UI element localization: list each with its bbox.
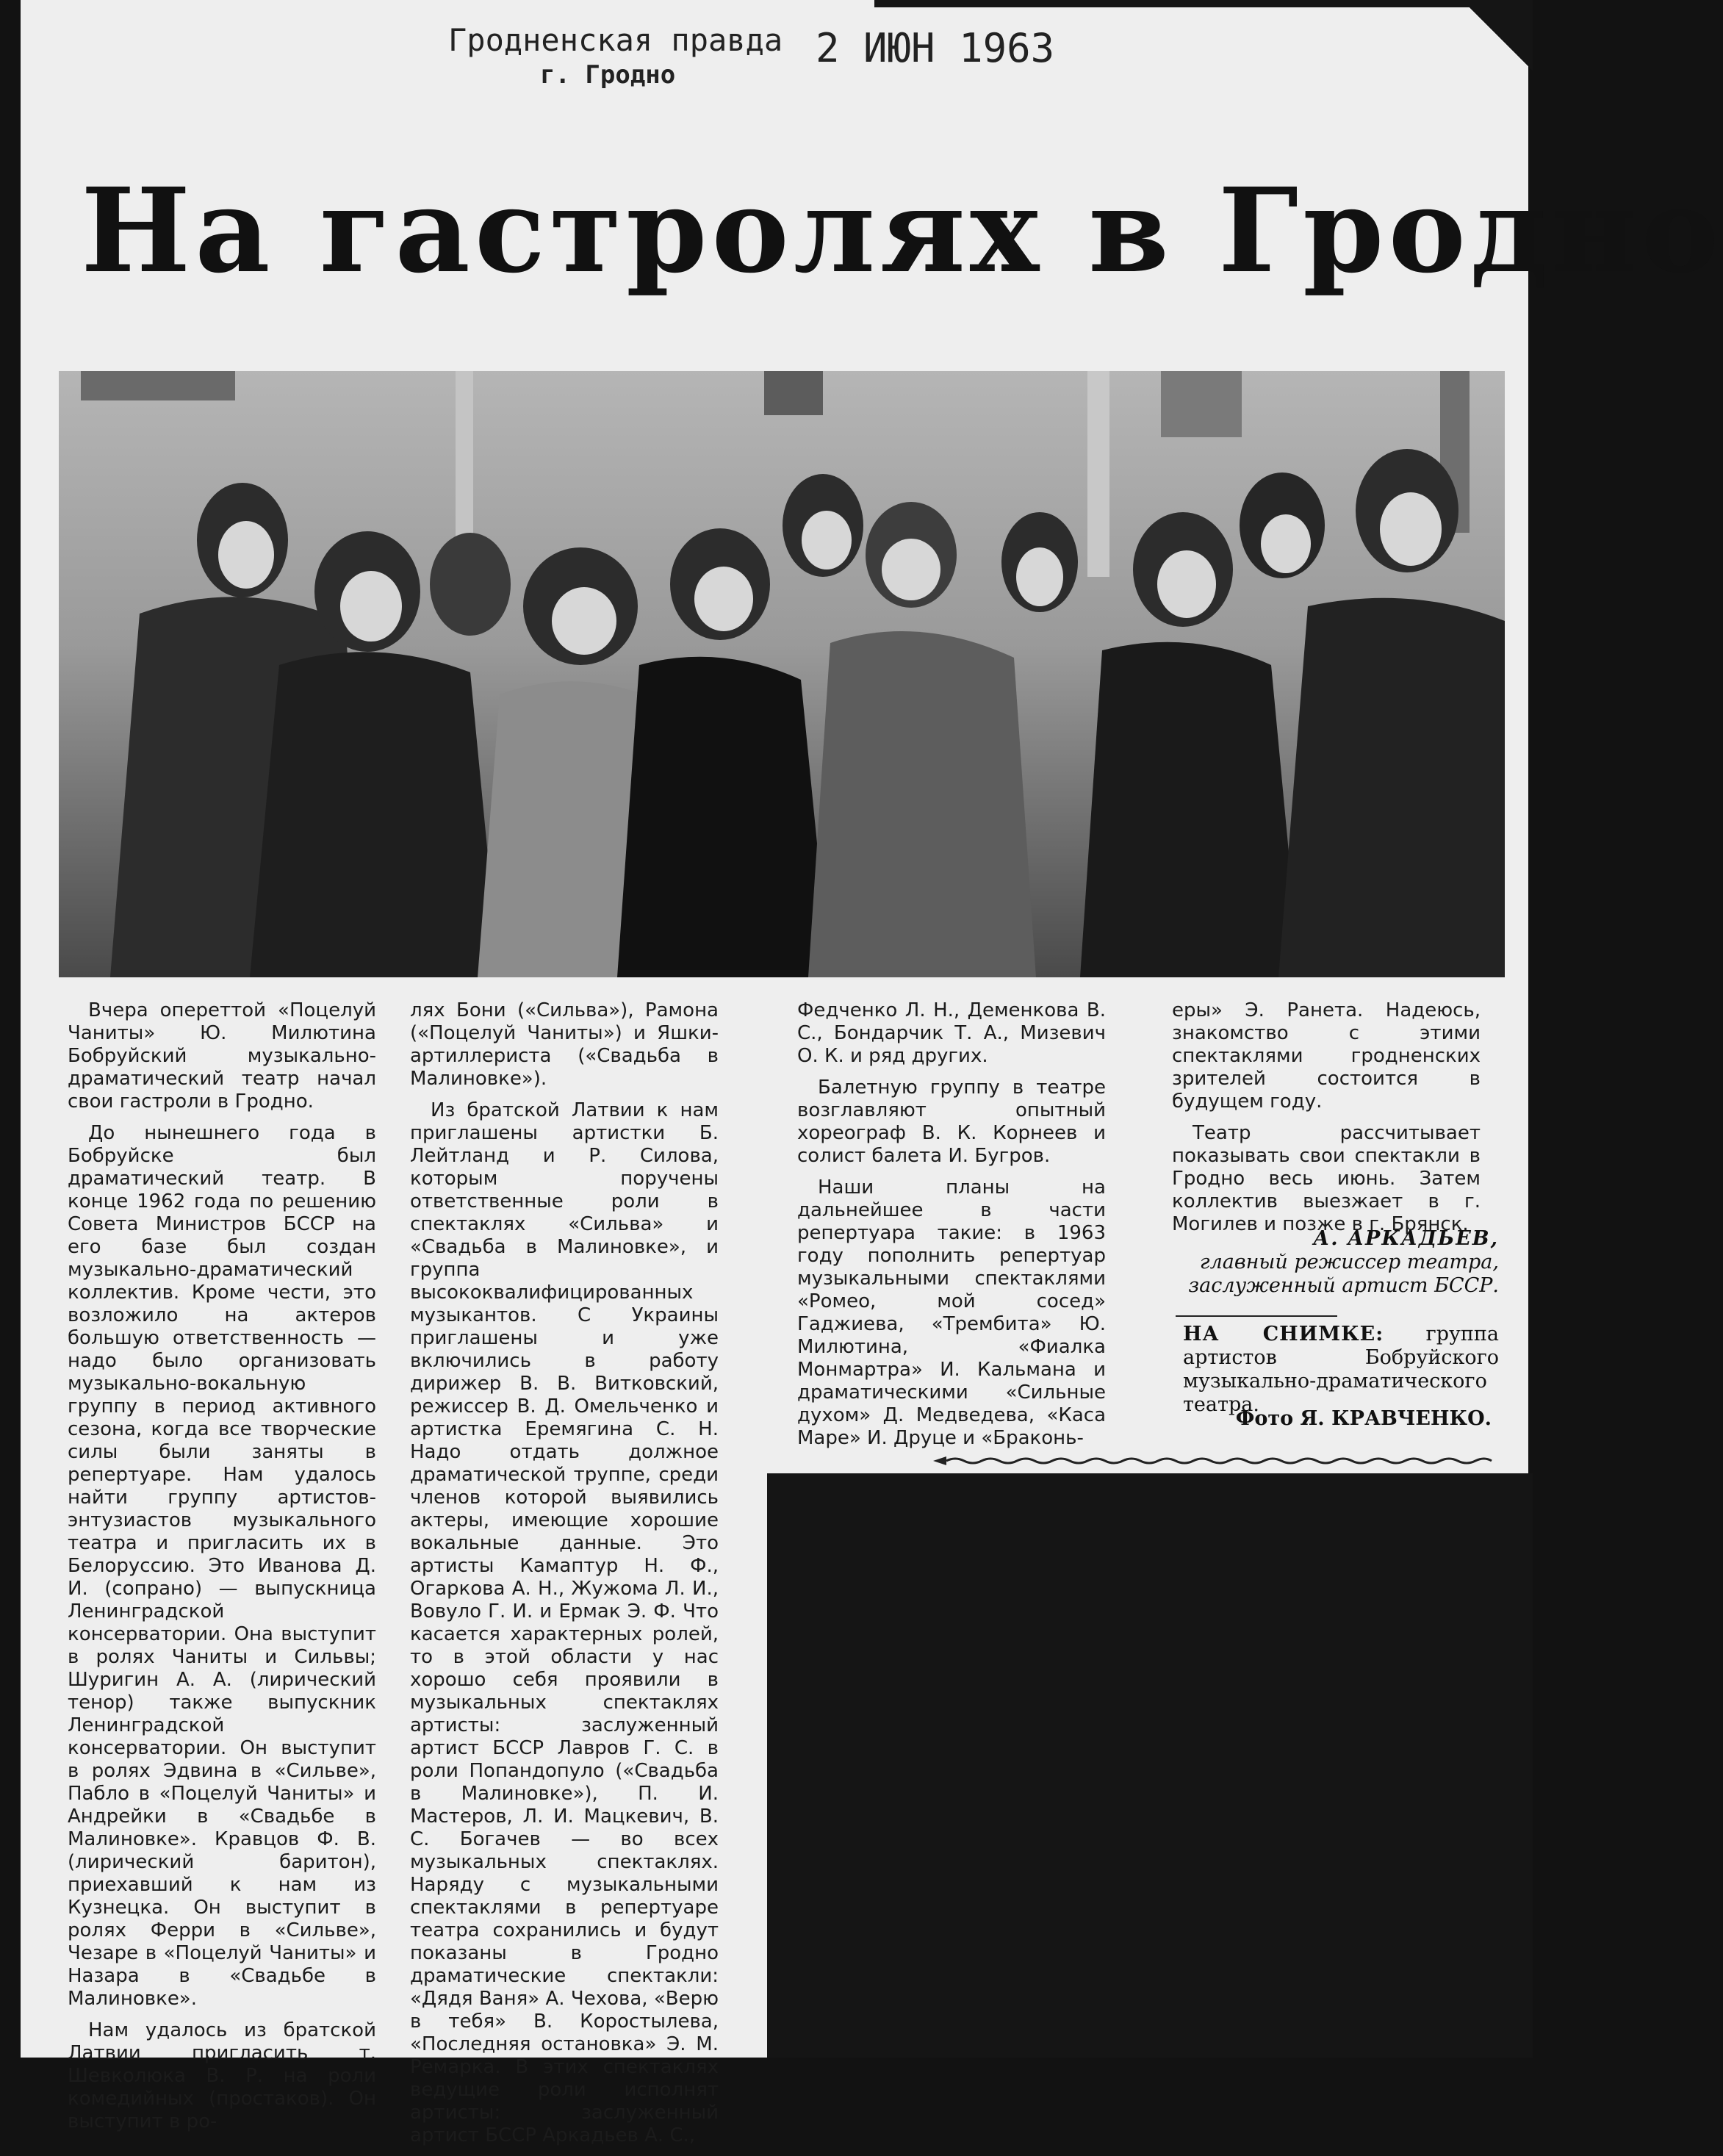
article-column-4 [1172, 999, 1481, 1245]
date-stamp: 2 ИЮН 1963 [816, 25, 1055, 71]
author-signature [1183, 1227, 1499, 1298]
article-paragraph: Федченко Л. Н., Деменкова В. С., Бондарчик Т. А., Мизевич О. К. и ряд других. [797, 999, 1106, 1067]
author-name: А. АРКАДЬЕВ, [1313, 1227, 1499, 1250]
article-paragraph: Балетную группу в театре возглавляют опытный хореограф В. К. Корнеев и солист балета И. Бугров. [797, 1077, 1106, 1167]
author-title: главный режиссер театра, [1199, 1251, 1499, 1273]
article-paragraph: Из братской Латвии к нам приглашены артистки Б. Лейтланд и Р. Силова, которым поручены ответственные роли в спектаклях «Сильва» и «Свадьба в Малиновке», и группа высококвалифицированных музыкантов. С Украины приглашены и уже включились в работу дирижер В. В. Витковский, режиссер В. Д. Омельченко и артистка Еремягина С. Н. Надо отдать должное драматической труппе, среди членов которой выявились актеры, имеющие хорошие вокальные данные. Это артисты Камаптур Н. Ф., Огаркова А. Н., Жужома Л. И., Вовуло Г. И. и Ермак Э. Ф. Что касается характерных ролей, то в этой области у нас хорошо себя проявили в музыкальных спектаклях артисты: заслуженный артист БССР Лавров Г. С. в роли Попандопуло («Свадьба в Малиновке»), П. И. Мастеров, Л. И. Мацкевич, В. С. Богачев — во всех музыкальных спектаклях. Наряду с музыкальными спектаклями в репертуаре театра сохранились и будут показаны в Гродно драматические спектакли: «Дядя Ваня» А. Чехова, «Верю в тебя» В. Коростылева, «Последняя остановка» Э. М. Ремарка. В этих спектаклях ведущие роли исполнят артисты: заслуженный артист БССР Аркадьев А. С., [410, 1099, 719, 2146]
photo-credit: Фото Я. КРАВЧЕНКО. [1235, 1407, 1492, 1430]
clipping-cutout [767, 1473, 1533, 2058]
clipping-edge [874, 0, 1533, 7]
article-column-1 [68, 999, 376, 2142]
group-photo [59, 371, 1505, 977]
photo-caption [1183, 1323, 1499, 1417]
article-paragraph: Наши планы на дальнейшее в части репертуара такие: в 1963 году пополнить репертуар музыкальными спектаклями «Ромео, мой сосед» Гаджиева, «Трембита» Ю. Милютина, «Фиалка Монмартра» И. Кальмана и драматическими «Сильные духом» Д. Медведева, «Каса Маре» И. Друце и «Браконь- [797, 1176, 1106, 1449]
article-headline: На гастролях в Гродно [81, 163, 1723, 299]
article-paragraph: лях Бони («Сильва»), Рамона («Поцелуй Чаниты») и Яшки-артиллериста («Свадьба в Малиновке»). [410, 999, 719, 1090]
article-paragraph: До нынешнего года в Бобруйске был драматический театр. В конце 1962 года по решению Совета Министров БССР на его базе был создан музыкально-драматический коллектив. Кроме чести, это возложило на актеров большую ответственность — надо было организовать музыкально-вокальную группу в период активного сезона, когда все творческие силы были заняты в репертуаре. Нам удалось найти группу артистов-энтузиастов музыкального театра и пригласить их в Белоруссию. Это Иванова Д. И. (сопрано) — выпускница Ленинградской консерватории. Она выступит в ролях Чаниты и Сильвы; Шуригин А. А. (лирический тенор) также выпускник Ленинградской консерватории. Он выступит в ролях Эдвина в «Сильве», Пабло в «Поцелуй Чаниты» и Андрейки в «Свадьбе в Малиновке». Кравцов Ф. В. (лирический баритон), приехавший к нам из Кузнецка. Он выступит в ролях Ферри в «Сильве», Чезаре в «Поцелуй Чаниты» и Назара в «Свадьбе в Малиновке». [68, 1122, 376, 2010]
caption-lead: НА СНИМКЕ: [1183, 1323, 1384, 1345]
city-stamp: г. Гродно [540, 60, 676, 90]
caption-text: группа артистов Бобруйского музыкально-драматического театра. [1183, 1323, 1499, 1416]
newspaper-name-stamp: Гродненская правда [448, 22, 783, 58]
author-honor: заслуженный артист БССР. [1188, 1274, 1499, 1297]
article-paragraph: Нам удалось из братской Латвии пригласить т. Шевколюка В. Р. на роли комедийных (простаков). Он выступит в ро- [68, 2019, 376, 2132]
article-column-3 [797, 999, 1106, 1459]
article-paragraph: Театр рассчитывает показывать свои спектакли в Гродно весь июнь. Затем коллектив выезжает в г. Могилев и позже в г. Брянск. [1172, 1122, 1481, 1235]
clipping-corner [1462, 0, 1533, 71]
article-column-2 [410, 999, 719, 2156]
article-paragraph: еры» Э. Ранета. Надеюсь, знакомство с этими спектаклями гродненских зрителей состоится в будущем году. [1172, 999, 1481, 1113]
caption-divider [1176, 1315, 1337, 1317]
article-paragraph: Вчера опереттой «Поцелуй Чаниты» Ю. Милютина Бобруйский музыкально-драматический театр начал свои гастроли в Гродно. [68, 999, 376, 1113]
group-photo-image [59, 371, 1505, 977]
continuation-arrow-icon [933, 1455, 1492, 1467]
